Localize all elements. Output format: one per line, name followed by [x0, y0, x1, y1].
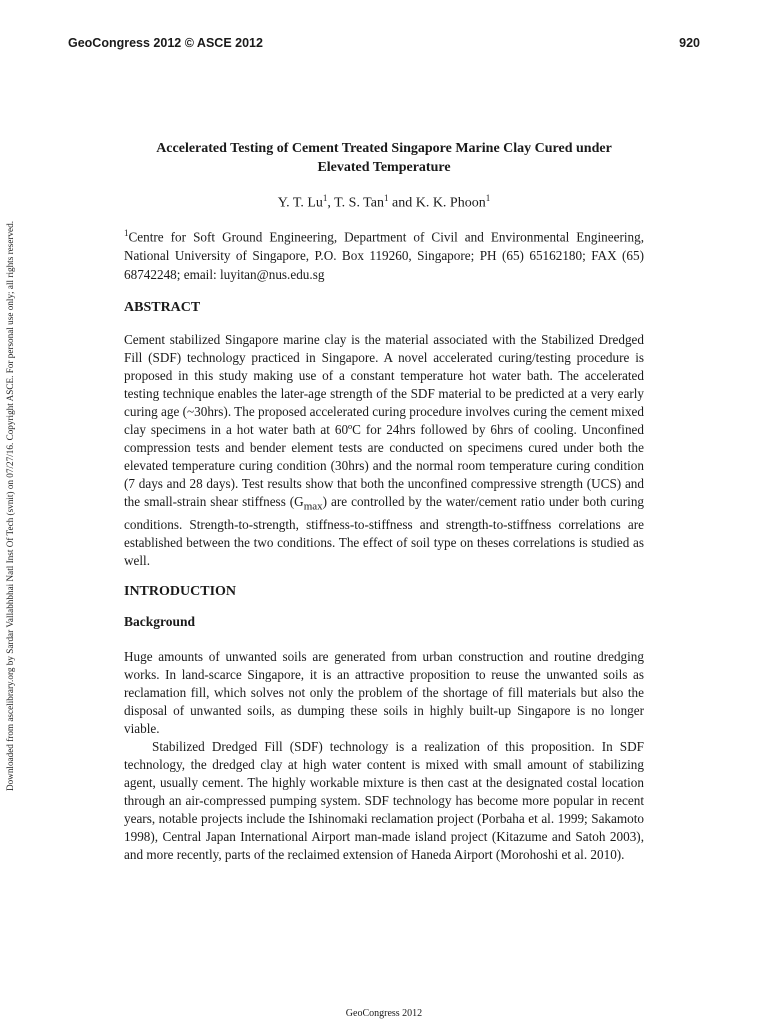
title-line-2: Elevated Temperature	[317, 160, 451, 175]
introduction-heading: INTRODUCTION	[124, 583, 237, 599]
author-name: K. K. Phoon	[415, 195, 486, 211]
journal-header: GeoCongress 2012 © ASCE 2012	[68, 36, 263, 50]
paper-content	[124, 139, 644, 864]
author-affiliation-mark: 1	[322, 193, 328, 203]
page-header	[68, 36, 700, 50]
gmax-subscript: max	[303, 500, 323, 513]
author-name: T. S. Tan	[334, 195, 384, 211]
author-affiliation-mark: 1	[383, 193, 389, 203]
title-line-1: Accelerated Testing of Cement Treated Singapore Marine Clay Cured under	[156, 141, 612, 156]
background-paragraph-1: Huge amounts of unwanted soils are generated from urban construction and routine dredging works. In land-scarce Singapore, it is an attractive proposition to reuse the unwanted soils as reclamation fill, which solves not only the problem of the shortage of fill materials but also the disposal of unwanted soils, as dumping these soils in highly built-up Singapore is no longer viable.	[124, 648, 644, 736]
background-subheading: Background	[124, 613, 196, 629]
affiliation-text: Centre for Soft Ground Engineering, Department of Civil and Environmental Engineering, National University of Singapore, P.O. Box 119260, Singapore; PH (65) 65162180; FAX (65) 68742248; email: luyitan@nus.edu.sg	[124, 229, 644, 283]
abstract-heading: ABSTRACT	[124, 300, 201, 316]
abstract-text-part-2: ) are controlled by the water/cement ratio under both curing conditions. Strength-to-strength, stiffness-to-stiffness and strength-to-stiffness correlations are established between the two conditions. The effect of soil type on theses correlations is studied as well.	[124, 494, 645, 568]
author-affiliation-mark: 1	[485, 193, 491, 203]
abstract-text-part-1: Cement stabilized Singapore marine clay is the material associated with the Stabilized Dredged Fill (SDF) technology practiced in Singapore. A novel accelerated curing/testing procedure is proposed in this study making use of a constant temperature hot water bath. The accelerated testing technique enables the later-age strength of the SDF material to be predicted at a very early curing age (~30hrs). The proposed accelerated curing procedure involves curing the cement mixed clay specimens in a hot water bath at 60ºC for 24hrs followed by 6hrs of cooling. Unconfined compression tests and bender element tests are conducted on specimens cured under both the elevated temperature curing condition (30hrs) and the normal room temperature curing condition (7 days and 28 days). Test results show that both the unconfined compressive strength (UCS) and the small-strain shear stiffness (G	[124, 332, 644, 510]
author-separator: ,	[327, 195, 335, 211]
affiliation-mark: 1	[124, 227, 129, 238]
page-footer: GeoCongress 2012	[345, 1008, 423, 1019]
affiliation	[124, 224, 644, 284]
author-list	[124, 193, 644, 212]
author-name: Y. T. Lu	[277, 195, 323, 211]
abstract-text	[124, 331, 644, 570]
background-paragraph-2: Stabilized Dredged Fill (SDF) technology is a realization of this proposition. In SDF technology, the dredged clay at high water content is mixed with small amount of stabilizing agent, usually cement. The highly workable mixture is then cast at the designated costal location through an air-compressed pumping system. SDF technology has become more popular in recent years, notable projects include the Ishinomaki reclamation project (Porbaha et al. 1999; Sakamoto 1998), Central Japan International Airport man-made island project (Kitazume and Satoh 2003), and more recently, parts of the reclaimed extension of Haneda Airport (Morohoshi et al. 2010).	[124, 738, 644, 862]
page-number: 920	[679, 36, 700, 50]
download-notice: Downloaded from ascelibrary.org by Sardar Vallabhbhai Natl Inst Of Tech (svnit) on 07/27/16. Copyright ASCE. For personal use only; all rights reserved.	[5, 220, 15, 792]
paper-title	[124, 139, 644, 177]
author-separator: and	[388, 195, 416, 211]
